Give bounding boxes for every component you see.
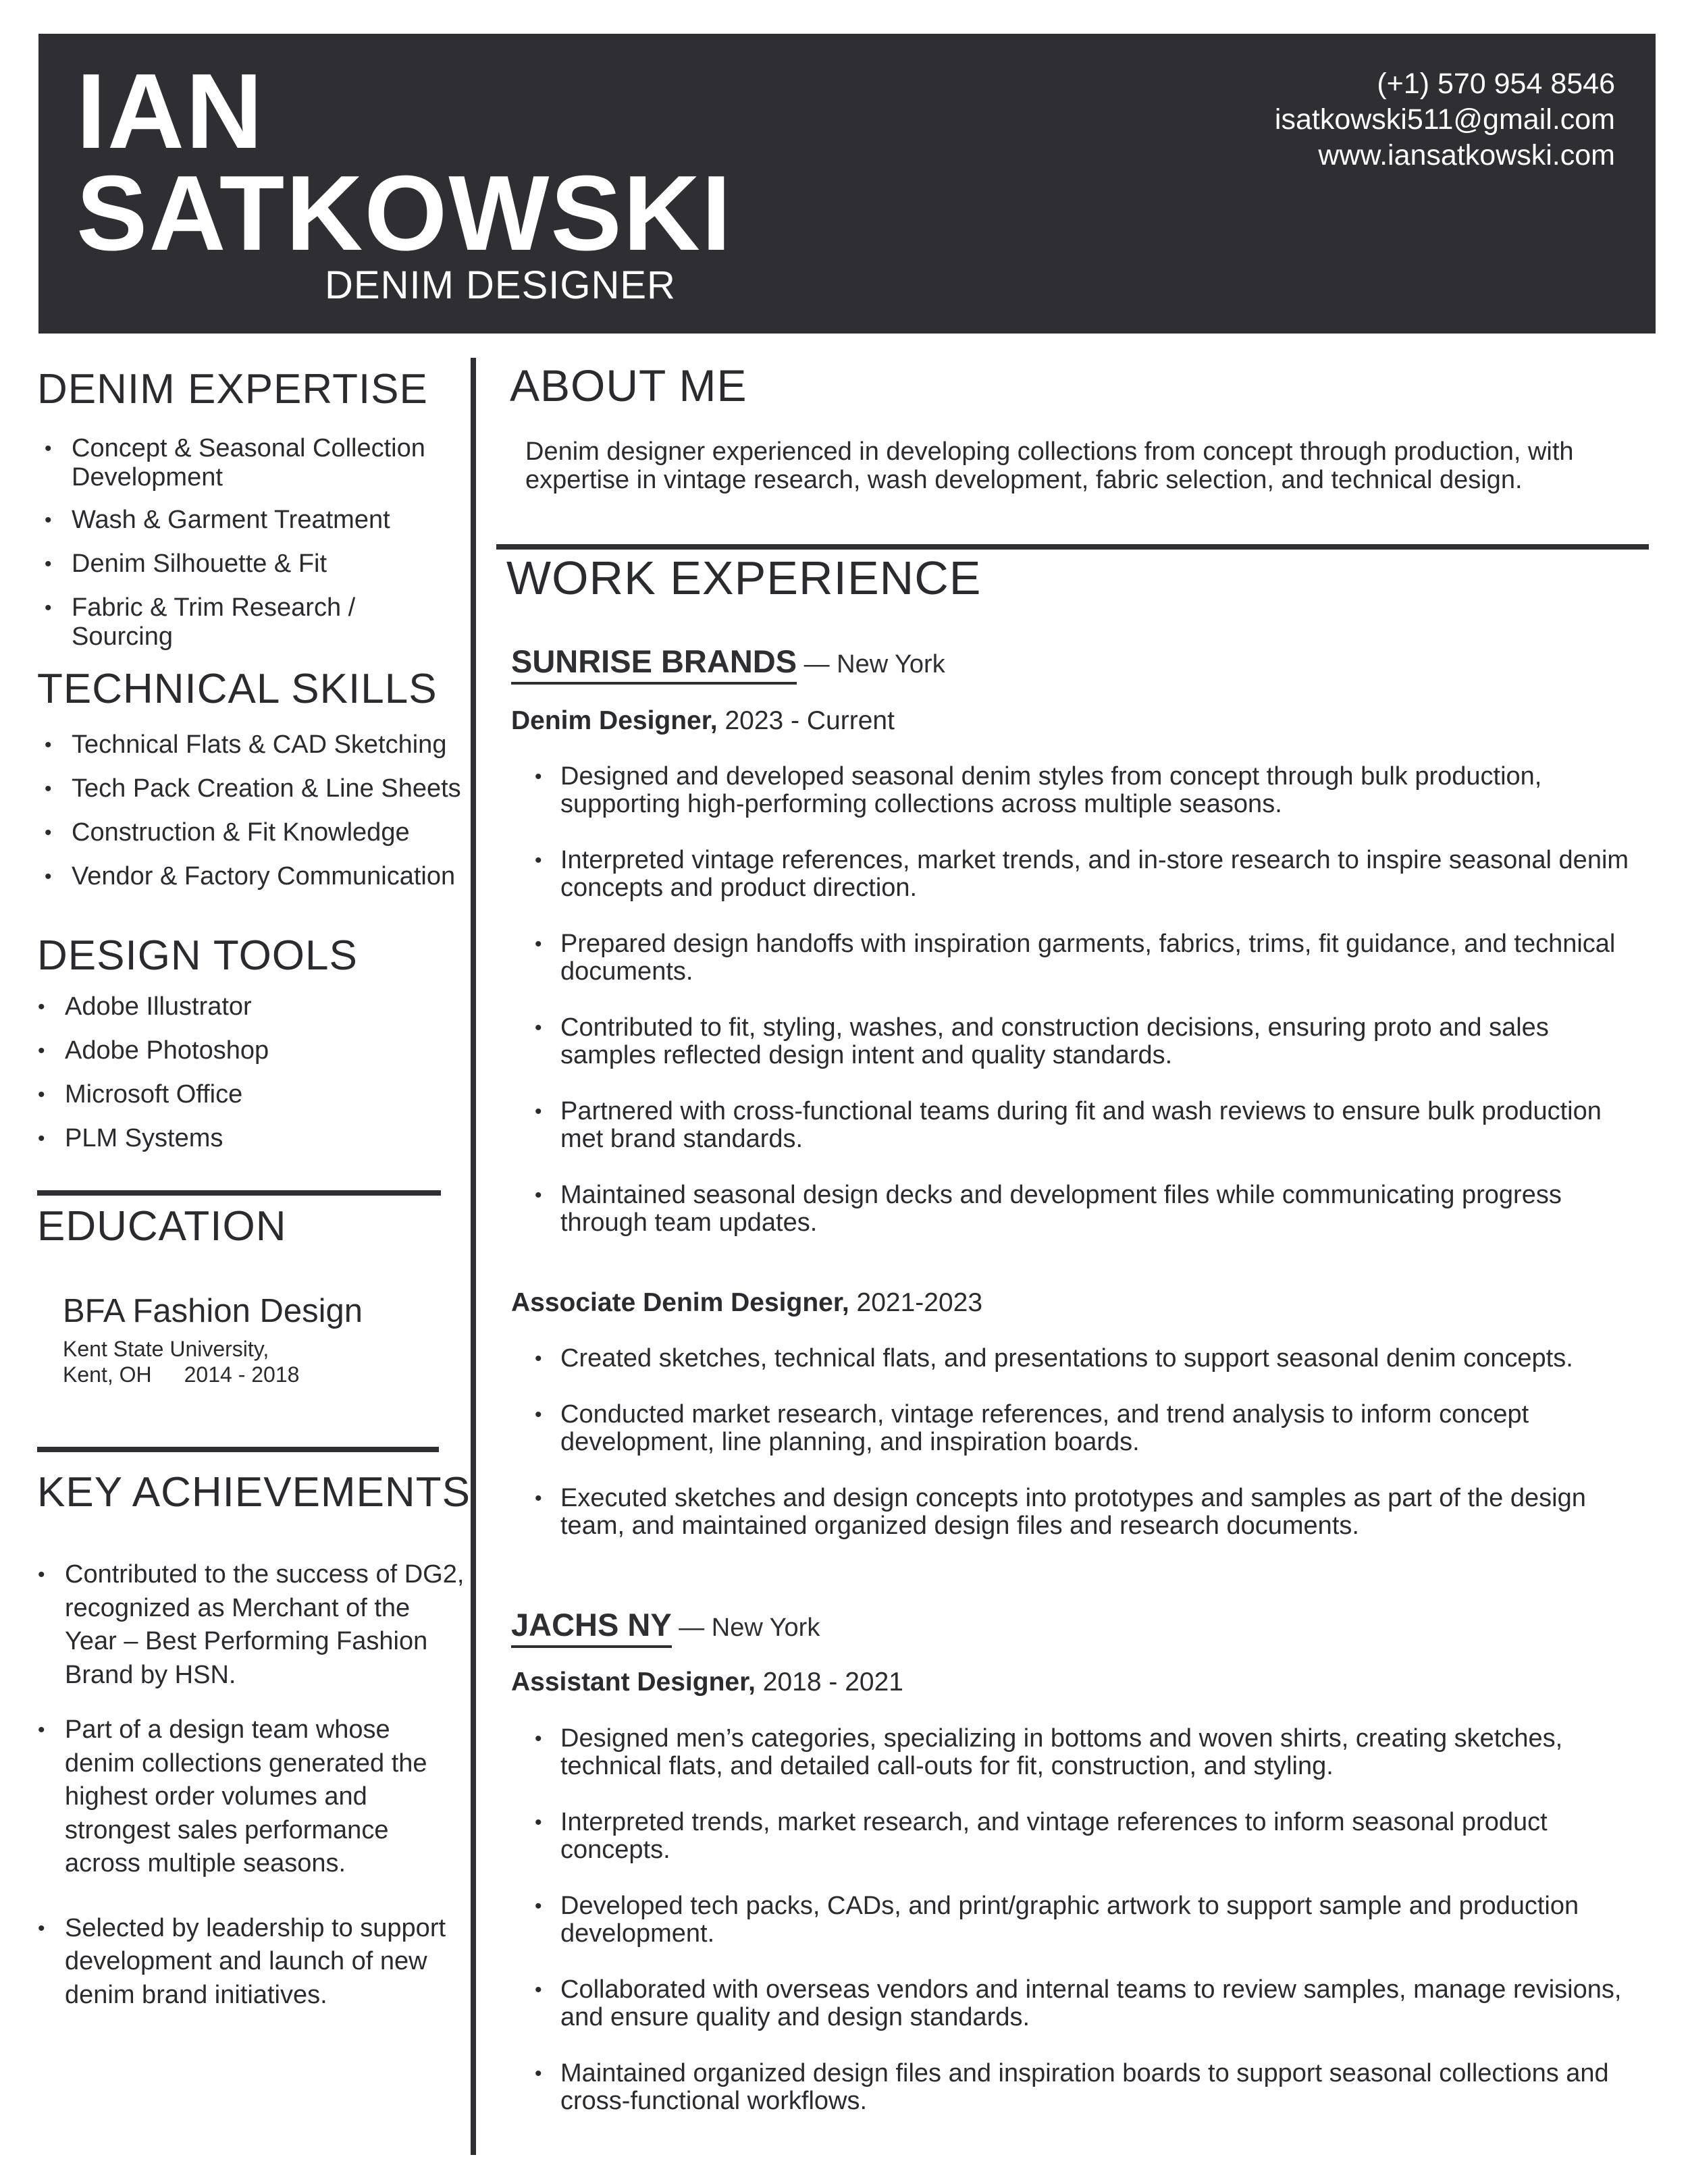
company-jachs <box>511 1609 820 1641</box>
denim-expertise-list <box>39 434 458 651</box>
list-item: • Interpreted vintage references, market trends, and in-store research to inspire seasonal denim concepts and product direction. <box>527 847 1641 902</box>
list-item: • Denim Silhouette & Fit <box>39 550 458 579</box>
design-tools-heading: DESIGN TOOLS <box>37 932 358 979</box>
role-dates: 2018 - 2021 <box>755 1668 903 1697</box>
first-name: IAN <box>76 52 265 171</box>
list-item: • Maintained organized design files and inspiration boards to support seasonal collections and cross-functional workflows. <box>527 2060 1641 2115</box>
job-title: DENIM DESIGNER <box>325 263 676 307</box>
list-item: • Executed sketches and design concepts into prototypes and samples as part of the design team, and maintained organized design files and research documents. <box>527 1485 1641 1540</box>
list-item: • Fabric & Trim Research / Sourcing <box>39 593 458 651</box>
key-achievements-heading: KEY ACHIEVEMENTS <box>37 1469 471 1516</box>
role-associate-denim-designer <box>511 1289 982 1316</box>
about-me-text: Denim designer experienced in developing collections from concept through production, with expertise in vintage research, wash development, fabric selection, and technical design. <box>525 437 1574 494</box>
role-assistant-designer <box>511 1669 903 1695</box>
company-location: — New York <box>797 650 945 678</box>
degree: BFA Fashion Design <box>63 1293 363 1329</box>
list-item: • Tech Pack Creation & Line Sheets <box>39 774 471 803</box>
role-title: Denim Designer, <box>511 706 718 735</box>
list-item: • Prepared design handoffs with inspiration garments, fabrics, trims, fit guidance, and technical documents. <box>527 930 1641 986</box>
school-name: Kent State University, <box>63 1337 269 1361</box>
list-item: • PLM Systems <box>32 1124 438 1153</box>
list-item: • Created sketches, technical flats, and presentations to support seasonal denim concepts. <box>527 1345 1641 1373</box>
school-location-dates <box>63 1364 299 1385</box>
list-item: • Adobe Illustrator <box>32 992 438 1021</box>
role-dates: 2023 - Current <box>717 706 895 735</box>
company-sunrise <box>511 645 945 677</box>
role-dates: 2021-2023 <box>849 1288 983 1317</box>
website-url: www.iansatkowski.com <box>1318 139 1615 171</box>
list-item: • Contributed to the success of DG2, recognized as Merchant of the Year – Best Performing Fashion Brand by HSN. <box>32 1558 465 1692</box>
list-item: • Vendor & Factory Communication <box>39 862 471 891</box>
education-divider <box>37 1190 441 1196</box>
role-title: Assistant Designer, <box>511 1668 756 1697</box>
list-item: • Interpreted trends, market research, and vintage references to inform seasonal product concepts. <box>527 1809 1641 1864</box>
technical-skills-list <box>39 730 471 891</box>
list-item: • Maintained seasonal design decks and development files while communicating progress through team updates. <box>527 1181 1641 1237</box>
work-divider <box>496 544 1649 550</box>
associate-designer-bullets <box>527 1345 1641 1540</box>
role-denim-designer <box>511 708 895 734</box>
list-item: • Technical Flats & CAD Sketching <box>39 730 471 760</box>
list-item: • Developed tech packs, CADs, and print/graphic artwork to support sample and production development. <box>527 1892 1641 1948</box>
list-item: • Conducted market research, vintage references, and trend analysis to inform concept development, line planning, and inspiration boards. <box>527 1401 1641 1456</box>
list-item: • Microsoft Office <box>32 1080 438 1109</box>
list-item: • Contributed to fit, styling, washes, and construction decisions, ensuring proto and sales samples reflected design intent and quality standards. <box>527 1014 1641 1069</box>
school-years: 2014 - 2018 <box>184 1362 300 1387</box>
contact-info <box>1275 66 1615 174</box>
achievements-divider <box>37 1447 439 1452</box>
about-me-heading: ABOUT ME <box>510 361 747 410</box>
role-title: Associate Denim Designer, <box>511 1288 849 1317</box>
list-item: • Construction & Fit Knowledge <box>39 818 471 847</box>
company-name: JACHS NY <box>511 1607 672 1648</box>
list-item: • Wash & Garment Treatment <box>39 506 458 535</box>
list-item: • Part of a design team whose denim collections generated the highest order volumes and strongest sales performance across multiple seasons. <box>32 1713 465 1881</box>
header-banner <box>38 34 1656 334</box>
list-item: • Concept & Seasonal Collection Development <box>39 434 458 492</box>
email-address: isatkowski511@gmail.com <box>1274 103 1615 136</box>
list-item: • Adobe Photoshop <box>32 1036 438 1065</box>
last-name: SATKOWSKI <box>76 154 733 273</box>
school-location: Kent, OH <box>63 1362 152 1387</box>
denim-designer-bullets <box>527 763 1641 1237</box>
denim-expertise-heading: DENIM EXPERTISE <box>37 366 428 412</box>
technical-skills-heading: TECHNICAL SKILLS <box>37 666 438 712</box>
list-item: • Collaborated with overseas vendors and internal teams to review samples, manage revisions, and ensure quality and design standards. <box>527 1976 1641 2031</box>
company-name: SUNRISE BRANDS <box>511 643 797 685</box>
list-item: • Designed and developed seasonal denim styles from concept through bulk production, supporting high-performing collections across multiple seasons. <box>527 763 1641 818</box>
education-heading: EDUCATION <box>37 1203 287 1250</box>
assistant-designer-bullets <box>527 1725 1641 2115</box>
list-item: • Selected by leadership to support development and launch of new denim brand initiatives. <box>32 1912 465 2013</box>
phone-number: (+1) 570 954 8546 <box>1377 68 1615 100</box>
list-item: • Designed men’s categories, specializing in bottoms and woven shirts, creating sketches, technical flats, and detailed call-outs for fit, construction, and styling. <box>527 1725 1641 1780</box>
company-location: — New York <box>671 1614 820 1642</box>
list-item: • Partnered with cross-functional teams during fit and wash reviews to ensure bulk production met brand standards. <box>527 1098 1641 1153</box>
column-divider <box>471 358 476 2155</box>
work-experience-heading: WORK EXPERIENCE <box>506 552 982 604</box>
design-tools-list <box>32 992 438 1153</box>
key-achievements-list <box>32 1558 465 2012</box>
